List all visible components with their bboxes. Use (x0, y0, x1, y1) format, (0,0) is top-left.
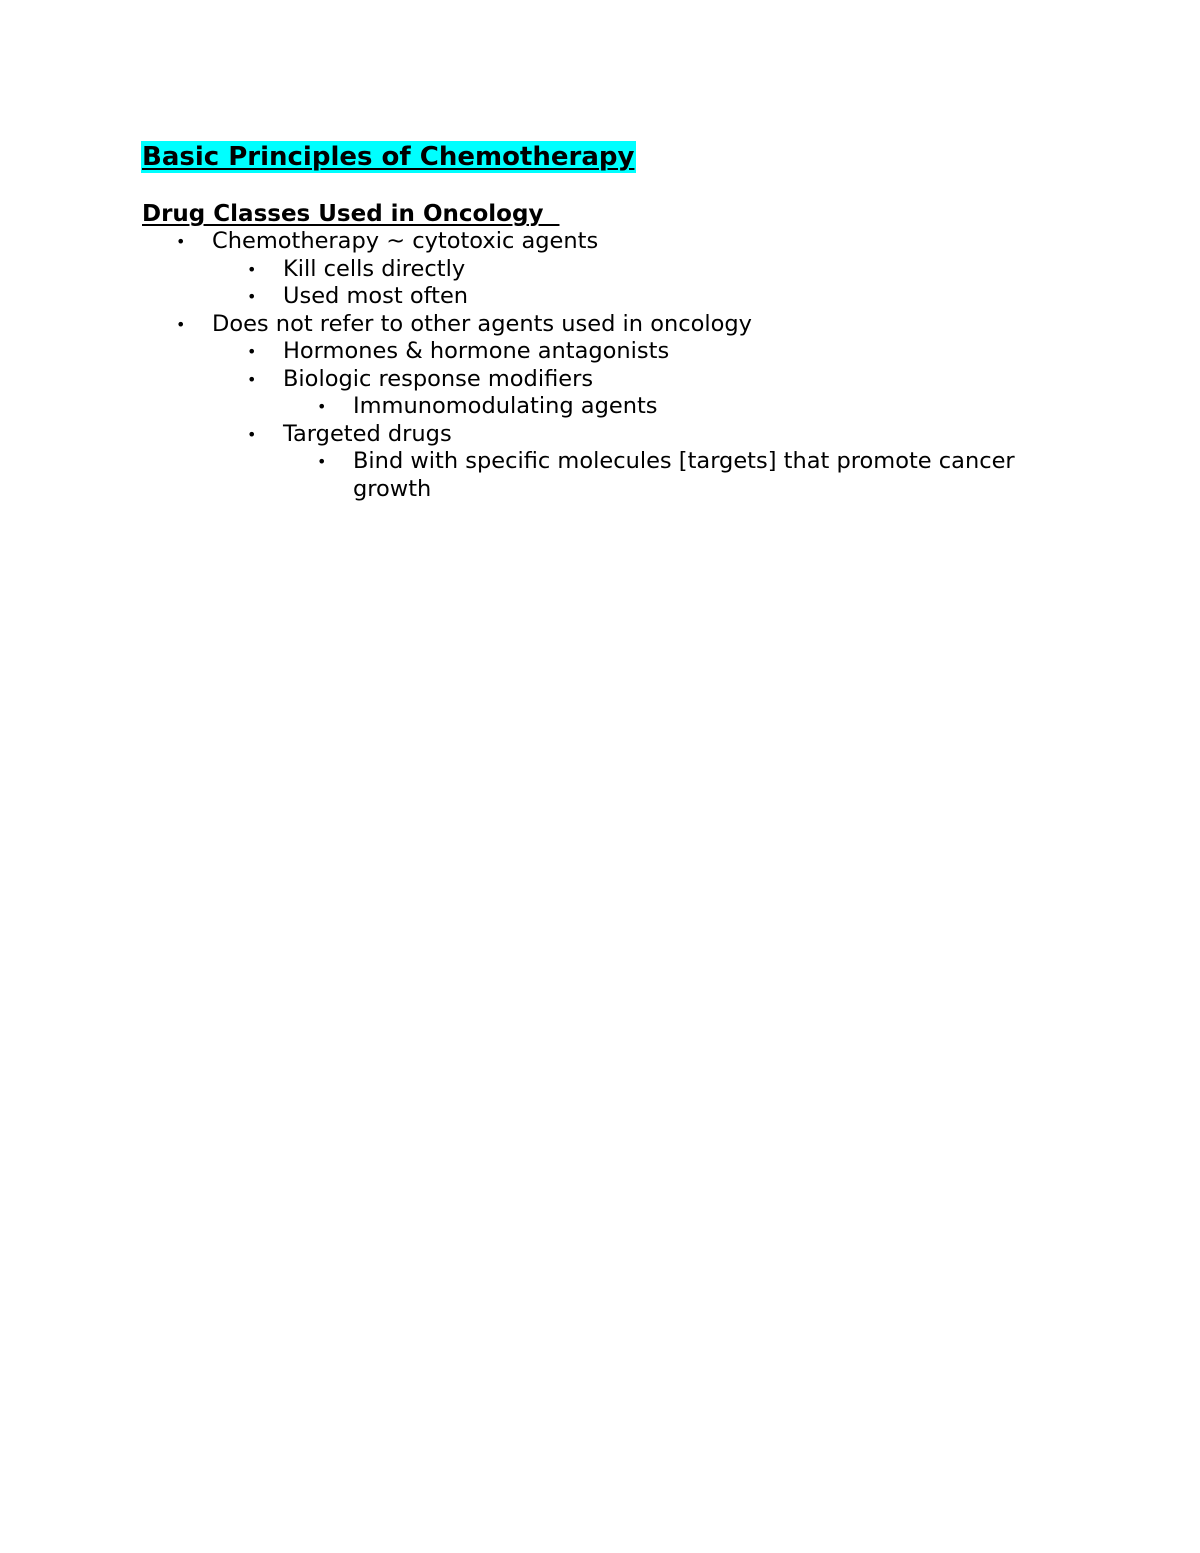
list-item-text: Kill cells directly (283, 255, 466, 282)
list-item (0, 311, 1200, 339)
list-item-text: Does not refer to other agents used in oncology (212, 310, 752, 337)
list-item (0, 448, 1053, 503)
list-item-text: Biologic response modifiers (283, 365, 594, 392)
bullet-icon: • (176, 314, 186, 334)
bullet-icon: • (317, 452, 327, 471)
section-heading: Drug Classes Used in Oncology (142, 201, 560, 227)
bullet-icon: • (247, 369, 257, 389)
list-item-text: Used most often (283, 283, 469, 309)
list-item (0, 228, 1200, 256)
list-item-text: Hormones & hormone antagonists (283, 338, 670, 364)
list-item-text: Targeted drugs (283, 420, 452, 447)
bullet-icon: • (247, 424, 257, 444)
document-title: Basic Principles of Chemotherapy (142, 142, 635, 172)
list-item (0, 366, 1200, 394)
list-item (0, 421, 1200, 449)
list-item (0, 338, 1200, 366)
list-item-text: Immunomodulating agents (353, 393, 658, 419)
bullet-icon: • (176, 232, 186, 251)
list-item (0, 393, 1053, 421)
list-item (0, 283, 1200, 311)
list-item-text: Bind with specific molecules [targets] that promote cancer growth (353, 448, 1015, 502)
list-item (0, 256, 1200, 284)
bullet-icon: • (247, 287, 257, 306)
bullet-outline (0, 228, 1200, 503)
bullet-icon: • (317, 397, 327, 416)
bullet-icon: • (247, 342, 257, 361)
list-item-text: Chemotherapy ~ cytotoxic agents (212, 228, 599, 254)
bullet-icon: • (247, 259, 257, 279)
